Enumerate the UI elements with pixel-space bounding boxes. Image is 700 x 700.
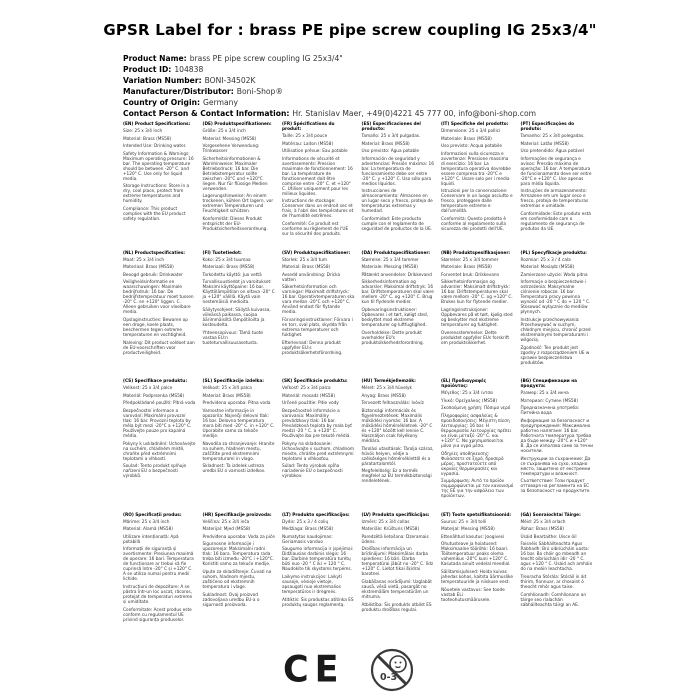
- lang-block-paragraph: Predviđena uporaba: Voda za piće: [202, 534, 275, 540]
- lang-block-paragraph: Paredzētā lietošana: Dzeramais ūdens.: [361, 534, 429, 545]
- info-value: BONI-34502K: [204, 76, 256, 85]
- lang-block-paragraph: Sicherheitsinformationen & Warnhinweise: Maximaler Betriebsdruck: 16 bar. Die Betriebstemperatur sollte zwischen -20°C und +120°C liegen. Nur für flüssige Medien verwenden.: [202, 156, 268, 192]
- lang-block-fr: [282, 122, 355, 240]
- lang-block-paragraph: Size: 25 x 3/4 inch: [123, 129, 163, 134]
- lang-block-paragraph: Tarkoitettu käyttö: Juo vettä: [202, 272, 262, 278]
- lang-block-paragraph: Pokyny na skladovanie: Uchovávajte v suchom, chladnom mieste, chráňte pred extrémnymi teplotami a vlhkosťou.: [282, 441, 354, 462]
- lang-block-title: (RO) Specificații produs:: [123, 512, 182, 518]
- lang-block-paragraph: Instrucciones de almacenamiento: Almacene en un lugar seco y fresco, proteja de temperaturas extremas y humedad.: [361, 189, 433, 215]
- lang-block-paragraph: Säilytysohjeet: Säilytä kuivassa, viileässä paikassa, suojaa äärimmäisiltä lämpötiloilta ja kosteudelta.: [202, 307, 271, 328]
- lang-block-title: (CS) Specifikace produktu:: [123, 379, 188, 385]
- lang-block-paragraph: Veličina: 25 x 3/4 inča: [202, 519, 250, 525]
- info-value: Boni-Shop®: [236, 87, 283, 96]
- lang-block-bg: [521, 379, 594, 502]
- lang-block-title: (IT) Specifiche del prodotto:: [441, 122, 509, 127]
- lang-block-sl: [203, 379, 276, 502]
- info-label: Contact Person & Contact Information:: [123, 109, 290, 118]
- lang-block-paragraph: Uso previsto: Agua potable: [361, 149, 420, 155]
- lang-block-paragraph: Zamierzone użycie: Woda pitna: [520, 272, 588, 278]
- lang-block-paragraph: Sikkerhetsinformasjon og advarsler: Maksimalt driftstrykk: 16 bar. Driftstemperaturen skal være mellom -20° C. og +120° C. Brukes kun for flytende medier.: [441, 280, 513, 306]
- lang-block-paragraph: Glabāšanas norādījumi: Uzglabāt sausā, vēsā vietā, pasargāt no ekstremālām temperatūrām un mitruma.: [361, 580, 432, 601]
- lang-block-paragraph: Atitiktis: Šis produktas atitinka ES produktų saugos reglamentą.: [282, 597, 354, 608]
- lang-block-paragraph: Størrelse: 25 x 3/4 tommer: [441, 257, 499, 263]
- lang-block-paragraph: Laikymo instrukcijos: Laikyti sausoje, vėsioje vietoje, apsaugoti nuo ekstremalios temperatūros ir drėgmės.: [282, 575, 342, 596]
- lang-block-ga: [521, 513, 594, 626]
- lang-block-paragraph: Atbilstība: Šis produkts atbilst ES produktu drošības regulai.: [361, 602, 432, 613]
- lang-block-title: (GA) Sonraíochtaí Táirge:: [520, 512, 581, 518]
- lang-block-paragraph: Upute za skladištenje: Čuvati na suhom, hladnom mjestu, zaštićeno od ekstremnih temperatura i vlage.: [202, 570, 272, 591]
- lang-block-paragraph: Sukladnost: Ovaj proizvod zadovoljava uredbu EU-a o sigurnosti proizvoda.: [202, 592, 260, 608]
- info-label: Product ID:: [123, 65, 172, 74]
- lang-block-paragraph: Conformità: Questo prodotto è conforme al regolamento sulla sicurezza dei prodotti dell'UE.: [441, 216, 507, 232]
- lang-block-title: (DA) Produktspecifikationer:: [361, 250, 431, 256]
- lang-block-paragraph: Súlad: Tento výrobok spĺňa nariadenie EÚ o bezpečnosti výrobkov.: [282, 464, 343, 480]
- lang-block-title: (ET) Toote spetsifikatsioonid:: [441, 512, 512, 518]
- info-value: 104838: [174, 65, 204, 74]
- lang-block-es: [362, 122, 435, 240]
- lang-block-paragraph: Påtænkt anvendelse: Drikkevand: [361, 272, 432, 278]
- lang-block-title: (FI) Tuotetiedot:: [202, 250, 242, 256]
- lang-block-paragraph: Instructions de stockage: Conserver dans un endroit sec et frais, à l'abri des températures et de l'humidité extrêmes.: [282, 199, 354, 220]
- lang-block-paragraph: Bezpečnostné informácie a varovania: Maximálny prevádzkový tlak: 16 bar. Prevádzková teplota by mala byť medzi -20 ° C. a +120° C. Používajte iba pre tekuté médiá.: [282, 408, 352, 439]
- lang-block-paragraph: Predvidena uporaba: Pitna voda: [202, 401, 271, 407]
- lang-block-paragraph: Предназначена употреба: Питейна вода: [520, 406, 580, 417]
- lang-block-paragraph: Ohutusteave ja hoiatused: Maksimaalne töörõhk: 16 baari. Töötemperatuur peaks olema vahemikus -20°C kuni +120° C. Kasutada ainult vedelal meedial.: [441, 542, 511, 568]
- lang-block-title: (FR) Spécifications du produit:: [282, 122, 335, 132]
- lang-block-paragraph: Méret: 25 x 3/4 hüvelyk: [361, 386, 412, 392]
- lang-block-paragraph: Naleving: Dit product voldoet aan de EU-voorschriften voor productveiligheid.: [123, 340, 195, 356]
- lang-block-paragraph: Istruzioni per la conservazione: Conservare in un luogo asciutto e fresco, proteggere dalle temperature estreme e dall'umidità.: [441, 189, 513, 215]
- lang-block-paragraph: Rozmiar: 25 x 3 / 4 cala: [520, 257, 571, 263]
- lang-block-hu: [362, 379, 435, 502]
- lang-block-pl: [521, 251, 594, 369]
- conformity-marks: [283, 646, 415, 694]
- lang-block-paragraph: Saugumo informacija ir įspėjimai: Didžiausias darbinis slėgis: 16 bar. Darbinė temperatūra turėtų būti nuo -20 ° C iki + 120 ° C. Naudokite tik skystoms terpėms.: [282, 547, 354, 573]
- lang-block-paragraph: Conformidade: Este produto está em conformidade com o regulamento de segurança de produtos da UE.: [520, 211, 591, 232]
- lang-block-paragraph: Anyag: Brass (MS58): [361, 393, 406, 399]
- lang-block-paragraph: Sikkerhedsinformation og advarsler: Maksimal driftstryk: 16 bar. Driftstemperaturen skal være mellem -20° C. og +120° C. Brug kun til flydende medier.: [361, 280, 434, 306]
- lang-block-paragraph: Materiaal: Brass (MS58): [123, 265, 174, 271]
- lang-block-paragraph: Información de seguridad y advertencias: Presión máxima: 16 bar. La temperatura de funcionamiento debe ser entre -20° C. y +120° C. Uso sólo para medios líquidos.: [361, 156, 434, 187]
- lang-block-paragraph: Σκοπούμενη χρήση: Πόσιμο νερό: [441, 406, 511, 412]
- lang-block-paragraph: Tamaño: 25 x 3/4 pulgadas.: [361, 134, 421, 139]
- lang-block-nl: [123, 251, 196, 369]
- lang-block-paragraph: Størrelse: 25 x 3/4 tommer: [361, 257, 419, 263]
- lang-block-paragraph: Material: Brass (MS58): [361, 141, 410, 147]
- info-value: brass PE pipe screw coupling IG 25x3/4": [189, 54, 343, 63]
- lang-block-paragraph: Varnostne informacije in opozorila: Največji delovni tlak: 16 bar. Delovna temperatura mora biti med -20° C. in +120° C. Uporabite samo za tekoče medije.: [202, 408, 275, 439]
- lang-block-paragraph: Säkerhetsinformation och varningar: Maximalt driftstryck: 16 bar. Operativtemperaturen ska vara mellan -20°C och +120° C. Använd endast för flytande media.: [282, 285, 355, 316]
- lang-block-paragraph: Faisnéis Sábháilteachta Agus Rabhadh: Brú oibriúcháin uasta: 16 bar. Ba chóir go mbeadh an teocht oibriúcháin idir -20 ° C. agus +120 ° C. Úsáid ach amháin do na meáin leachtacha.: [520, 542, 593, 573]
- info-label: Variation Number:: [123, 76, 202, 85]
- lang-block-paragraph: Storlek: 25 x 3/4 tum: [282, 257, 328, 263]
- lang-block-paragraph: Zgodność: Ten produkt jest zgodny z rozporządzeniem UE w sprawie bezpieczeństwa produktów.: [520, 345, 590, 366]
- lang-block-paragraph: Συμμόρφωση: Αυτό το προϊόν συμμορφώνεται με τον κανονισμό της ΕΕ για την ασφάλεια των προϊόντων.: [441, 479, 514, 500]
- lang-block-title: (LT) Produkto specifikacijos:: [282, 512, 350, 518]
- lang-block-paragraph: Intended Use: Drinking water.: [123, 144, 187, 150]
- lang-block-paragraph: Tervezett felhasználás: Ivóvíz: [361, 401, 424, 407]
- lang-block-paragraph: Izmērs: 25 x 3/4 collas: [361, 519, 410, 525]
- lang-block-paragraph: Ettenähtud kasutus: Joogivesi: [441, 534, 505, 540]
- lang-block-title: (NL) Productspecificaties:: [123, 250, 185, 256]
- lang-block-paragraph: Ábhar: Brass (MS58): [520, 527, 564, 533]
- lang-block-nb: [441, 251, 514, 369]
- lang-block-fi: [203, 251, 276, 369]
- lang-block-paragraph: Material: Brass (MS58): [202, 393, 251, 399]
- lang-block-paragraph: Conformité: Ce produit est conforme au règlement de l'UE sur la sécurité des produits.: [282, 221, 349, 237]
- lang-block-paragraph: Megfelelőség: Ez a termék megfelel az EU termékbiztonsági rendeletének.: [361, 469, 432, 485]
- lang-block-title: (LV) Produkta specifikācijas:: [361, 512, 430, 518]
- lang-block-paragraph: Conformitate: Acest produs este conform cu regulamentul UE privind siguranța produselor.: [123, 607, 192, 623]
- lang-block-paragraph: Určené použitie: Pitie vody: [282, 401, 339, 407]
- lang-block-paragraph: Dimensione: 25 x 3/4 pollici: [441, 129, 501, 134]
- lang-block-paragraph: Veiligheidsinformatie en waarschuwingen: Maximale bedrijfsdruk: 16 bar. De bedrijfstemperatuur moet tussen -20° C. en +120° liggen. C. Alleen gebruiken voor vloeibare media.: [123, 280, 194, 316]
- lang-block-paragraph: Informacje o bezpieczeństwie i ostrzeżenia: Maksymalne ciśnienie robocze: 16 bar. Temperatura pracy powinna wynosić od -20 ° C do + 120 ° C. Stosować wyłącznie do mediów płynnych.: [520, 280, 591, 316]
- lang-block-paragraph: Avsedd användning: Dricka vatten: [282, 272, 341, 283]
- lang-block-et: [441, 513, 514, 626]
- lang-block-paragraph: Material: Brass (MS58): [123, 136, 172, 142]
- age-warning-text: 0-3: [379, 672, 397, 683]
- lang-block-paragraph: Informations de sécurité et avertissements: Pression maximale de fonctionnement: 16 bar. La température de fonctionnement doit être comprise entre -20° C. et +120° C. Utiliser uniquement pour les milieux liquides.: [282, 156, 353, 197]
- lang-block-paragraph: Materiāls: Krūšturis (MS58): [361, 527, 420, 533]
- lang-block-paragraph: Tárolási utasítások: Tárolja száraz, hűvös helyen, védje a szélsőséges hőmérséklettől és a páratartalomtól.: [361, 446, 434, 467]
- lang-block-paragraph: Drošības informācija un brīdinājumi: Maksimālais darba spiediens: 16 bāri. Darba temperatūrai jābūt no -20° C. līdz +120° C. Lietot tikai šķidrai barotnei.: [361, 547, 434, 578]
- lang-block-paragraph: Méid: 25 x 3/4 orlach: [520, 519, 566, 525]
- lang-block-paragraph: Bezpečnostní informace a varování: Maximální provozní tlak: 16 bar. Provozní teplota by měla být mezi -20°C a +120° C. Používejte pouze pro kapalná média.: [123, 408, 192, 439]
- lang-block-de: [203, 122, 276, 240]
- lang-block-paragraph: Sigurnosne informacije i upozorenja: Maksimalni radni tlak: 16 bara. Temperatura rada treba biti između -20°C i +120°C. Koristiti samo za tekuće medije.: [202, 542, 275, 568]
- lang-block-paragraph: Материал: Сутиен (MS58): [520, 398, 578, 404]
- lang-block-paragraph: Treoracha Stórála: Stóráil in áit thirim, fionnuar, ar chosaint ó theocht mhór agus taise.: [520, 575, 587, 591]
- lang-block-paragraph: Съответствие: Този продукт отговаря на регламента на ЕС за безопасност на продуктите.: [520, 479, 591, 495]
- lang-block-paragraph: Größe: 25 x 3/4 inch: [202, 129, 246, 134]
- lang-block-paragraph: Taille: 25 x 3/4 pouce: [282, 134, 328, 139]
- lang-block-paragraph: Förvaringsinstruktioner: Förvara i en torr, sval plats, skydda från extrema temperaturer och fuktighet.: [282, 317, 353, 338]
- lang-block-paragraph: Uso previsto: Acqua potabile: [441, 144, 502, 150]
- lang-block-paragraph: Инструкции за съхранение: Да се съхранява на сухо, хладно място, защитено от екстремни температури и влажност.: [520, 456, 591, 477]
- lang-block-en: [123, 122, 196, 240]
- lang-block-paragraph: Biztonsági információk és figyelmeztetések: Maximális működési nyomás: 16 bar. A működési hőmérsékletnek -20° C és +120° között kell lennie C. Használjon csak folyékony médiára.: [361, 408, 433, 444]
- lang-block-pt: [521, 122, 594, 240]
- info-value: Germany: [203, 98, 238, 107]
- lang-block-paragraph: Comhlíonadh: Comhlíonann an táirge seo rialachán sábháilteachta táirgí an AE.: [520, 592, 587, 608]
- lang-block-title: (PL) Specyfikacje produktu:: [520, 250, 587, 256]
- lang-block-paragraph: Navodila za shranjevanje: Hranite na suhem, hladnem mestu, zaščitite pred ekstremnimi temperaturami in vlago.: [202, 441, 275, 462]
- lang-block-paragraph: Informações de segurança e avisos: Pressão máxima de operação: 16 bar. A temperatura de funcionamento deve ser entre -20°C e +120° C. Use apenas para mídia líquida.: [520, 156, 592, 187]
- lang-block-paragraph: Instrucțiuni de depozitare: A se păstra într-un loc uscat, răcoros, protejat de temperaturi extreme și umiditate.: [123, 585, 193, 606]
- lang-block-paragraph: Velikost: 25 x 3/4 palce: [123, 386, 173, 392]
- lang-block-title: (DE) Produktspezifikationen:: [202, 122, 272, 127]
- product-info-row: [123, 64, 536, 75]
- lang-block-title: (ES) Especificaciones del producto:: [361, 122, 421, 132]
- lang-block-paragraph: Úsáid Beartaithe: Uisce óil: [520, 534, 577, 540]
- lang-block-paragraph: Medžiaga: Brass (MS58): [282, 527, 334, 533]
- page-title: GPSR Label for : brass PE pipe screw coupling IG 25x3/4": [103, 21, 597, 39]
- lang-block-el: [441, 379, 514, 502]
- lang-block-paragraph: Utilisation prévue: Eau potable: [282, 149, 348, 155]
- lang-block-paragraph: Uso pretendido: Água potável: [520, 149, 584, 155]
- lang-block-paragraph: Informazioni sulla sicurezza e avvertenze: Pressione massima di esercizio: 16 bar. La temperatura operativa dovrebbe essere compresa tra -20°C e +120° C. Usare solo per i media liquidi.: [441, 151, 511, 187]
- lang-block-lt: [282, 513, 355, 626]
- info-label: Country of Origin:: [123, 98, 201, 107]
- lang-block-paragraph: Materiał: Mosiądz (MS58): [520, 265, 575, 271]
- lang-block-paragraph: Informații de siguranță și avertismente: Presiunea maximă de operare: 16 bari. Temperatura de funcționare ar trebui să fie cuprinsă între -20° C și +120° C. A se utiliza numai pentru medii lichide.: [123, 547, 194, 583]
- lang-block-paragraph: Velikost: 25 x 3/4 palca: [202, 386, 252, 392]
- lang-block-paragraph: Säilitamisjuhised: Hoida kuivas jahedas kohas, kaitsta äärmuslike temperatuuride ja niiskuse eest.: [441, 570, 513, 586]
- lang-block-title: (BG) Спецификации на продукта:: [520, 379, 577, 390]
- lang-block-title: (SL) Specifikacije izdelka:: [202, 379, 264, 385]
- lang-block-paragraph: Efterlevnad: Denna produkt uppfyller EU:s produktsäkerhetsförordning.: [282, 340, 343, 356]
- lang-block-paragraph: Veľkosť: 25 x 3/4 palca: [282, 386, 331, 392]
- lang-block-paragraph: Materiale: Messing (MS58): [361, 265, 418, 271]
- lang-block-title: (HR) Specifikacije proizvoda:: [202, 512, 272, 518]
- product-info: [123, 53, 536, 119]
- lang-block-paragraph: Soulad: Tento produkt splňuje nařízení EU o bezpečnosti výrobků.: [123, 464, 187, 480]
- lang-block-paragraph: Materijal: Mjed (MS58): [202, 527, 251, 533]
- lang-block-paragraph: Material: Latão (MS58): [520, 141, 569, 147]
- lang-block-paragraph: Beoogd gebruik: Drinkwater: [123, 272, 183, 278]
- lang-block-paragraph: Matériau: Laiton (MS58): [282, 141, 334, 147]
- lang-block-paragraph: Material: Alamă (MS58): [123, 527, 173, 533]
- lang-block-da: [362, 251, 435, 369]
- lang-block-sv: [282, 251, 355, 369]
- product-info-row: [123, 108, 536, 119]
- lang-block-paragraph: Lagerungshinweise: An einem trockenen, kühlen Ort lagern, vor extremen Temperaturen und Feuchtigkeit schützen.: [202, 194, 274, 215]
- lang-block-paragraph: Předpokládané použití: Pitná voda: [123, 401, 196, 407]
- lang-block-sk: [282, 379, 355, 502]
- lang-block-paragraph: Conformidad: Este producto cumple con el reglamento de seguridad de productos de la UE.: [361, 216, 433, 232]
- lang-block-paragraph: Maat: 25 x 3/4 inch: [123, 257, 165, 263]
- info-label: Product Name:: [123, 54, 187, 63]
- lang-block-paragraph: Numatytas naudojimas: Geriamasis vanduo: [282, 534, 333, 545]
- lang-block-paragraph: Vorgesehene Verwendung: Trinkwasser: [202, 144, 260, 155]
- lang-block-ro: [123, 513, 196, 626]
- lang-block-paragraph: Nõuetele vastavus: See toode vastab ELi tooteohutusmäärusele.: [441, 587, 505, 603]
- lang-block-paragraph: Materiale: Brass (MS58): [441, 265, 492, 271]
- lang-block-paragraph: Πληροφορίες ασφαλείας & προειδοποιήσεις: Μέγιστη πίεση λειτουργίας: 16 bar. Η θερμοκρασία λειτουργίας πρέπει να είναι μεταξύ -20° C. και +120° C. Να χρησιμοποιείται μόνο για υγρά μέσα.: [441, 413, 512, 449]
- info-value: Hr. Stanislav Maer, +49(0)4221 45 777 00, info@boni-shop.com: [292, 109, 537, 118]
- lang-block-paragraph: Material: Messing (MS58): [202, 136, 257, 142]
- lang-block-paragraph: Instruções de armazenamento: Armazene em um lugar seco e fresco, proteja de temperaturas extremas e umidade.: [520, 189, 589, 210]
- lang-block-title: (PT) Especificações do produto:: [520, 122, 575, 132]
- lang-block-paragraph: Mărime: 25 x 3/4 inch: [123, 519, 170, 525]
- lang-block-paragraph: Yhteensopivuus: Tämä tuote vastaa EU:n tuoteturvallisuusasetusta.: [202, 330, 264, 346]
- lang-block-paragraph: Materiál: mosadz (MS58): [282, 393, 335, 399]
- lang-block-paragraph: Compliance: This product complies with the EU product safety regulation.: [123, 206, 186, 222]
- lang-block-paragraph: Overensstemmelse: Dette produktet oppfyller EUs forskrift om produktsikkerhet.: [441, 330, 510, 346]
- age-warning-0-3-icon: [369, 647, 415, 693]
- lang-block-cs: [123, 379, 196, 502]
- lang-block-paragraph: Pokyny k uskladnění: Uchovávejte na suchém, chladném místě, chraňte před extrémními teplotami a vlhkostí.: [123, 441, 196, 462]
- lang-block-paragraph: Lagringsinstruksjoner: Oppbevares på et tørt, kjølig sted og beskytter mot ekstreme temperaturer og fuktighet.: [441, 307, 513, 328]
- lang-block-paragraph: Overholdelse: Dette produkt overholder EU's produktsikkerhedsforordning.: [361, 330, 424, 346]
- lang-block-paragraph: Utilizare intenționată: Apă potabilă: [123, 534, 179, 545]
- lang-block-paragraph: Instrukcje przechowywania: Przechowywać w suchym, chłodnym miejscu, chronić przed ekstremalnymi temperaturami i wilgocią.: [520, 317, 591, 343]
- product-info-row: [123, 86, 536, 97]
- product-info-row: [123, 97, 536, 108]
- lang-block-paragraph: Opbevaringsinstruktioner: Opbevares i et tørt, køligt sted, beskyttet mod ekstreme temperaturer og luftfugtighed.: [361, 307, 429, 328]
- lang-block-title: (EN) Product Specifications:: [123, 122, 191, 127]
- lang-block-paragraph: Safety Information & Warnings: Maximum operating pressure: 16 bar. The operating temperature should be between -20° C. and +120° C. Use only for liquid media.: [123, 151, 194, 182]
- lang-block-paragraph: Konformität: Dieses Produkt entspricht der EU-Produktsicherheitsverordnung.: [202, 216, 268, 232]
- ce-mark-icon: CE: [283, 648, 345, 691]
- lang-block-paragraph: Koko: 25 x 3/4 tuumaa: [202, 257, 251, 263]
- lang-block-title: (SK) Špecifikácie produktu:: [282, 379, 348, 385]
- lang-block-paragraph: Materiál: Podprsenka (MS58): [123, 393, 185, 399]
- lang-block-paragraph: Materiale: Brass (MS58): [441, 136, 492, 142]
- info-label: Manufacturer/Distributor:: [123, 87, 234, 96]
- language-grid: [123, 122, 593, 625]
- product-info-row: [123, 75, 536, 86]
- lang-block-title: (EL) Προδιαγραφές προϊόντος:: [441, 379, 487, 390]
- lang-block-paragraph: Информация за безопасност и предупреждения: Максимално работно налягане: 16 bar. Работната температура трябва да бъде между -20°C и +120° В. Да се използва само за течни носители.: [520, 418, 593, 454]
- lang-block-paragraph: Forventet bruk: Drikkevann: [441, 272, 500, 278]
- lang-block-paragraph: Storage Instructions: Store in a dry, cool place, protect from extreme temperatures and humidity.: [123, 184, 190, 205]
- lang-block-lv: [362, 513, 435, 626]
- lang-block-paragraph: Suurus: 25 × 3/4 tolli: [441, 519, 487, 525]
- lang-block-it: [441, 122, 514, 240]
- lang-block-paragraph: Opslaginstructies: Bewaren op een droge, koele plaats, beschermen tegen extreme temperaturen en vochtigheid.: [123, 317, 188, 338]
- lang-block-paragraph: Οδηγίες αποθήκευσης: Φυλάσσετε σε ξηρό, δροσερό μέρος, προστατεύετε από ακραίες θερμοκρασίες και υγρασία.: [441, 451, 504, 477]
- lang-block-paragraph: Skladnost: Ta izdelek ustreza uredbi EU o varnosti izdelkov.: [202, 464, 266, 475]
- lang-block-paragraph: Materiaali: Brass (MS58): [202, 265, 255, 271]
- lang-block-paragraph: Размер: 25 x 3/4 инча: [520, 391, 569, 397]
- lang-block-title: (SV) Produktspecifikationer:: [282, 250, 351, 256]
- lang-block-paragraph: Tamanho: 25 x 3/4 polegadas.: [520, 134, 585, 139]
- lang-block-hr: [203, 513, 276, 626]
- lang-block-paragraph: Υλικό: Ορείχαλκος (MS58): [441, 398, 498, 404]
- product-info-row: [123, 53, 536, 64]
- lang-block-paragraph: Material: Brass (MS58): [282, 265, 331, 271]
- lang-block-paragraph: Turvallisuustiedot ja varoitukset: Maksimi käyttöpaine: 16 bar. Käyttölämpötilan on oltava -20° C ja +120° välillä. Käytä vain nestemäisiä medioita.: [202, 280, 275, 306]
- lang-block-paragraph: Dydis: 25 x 3 / 4 colių: [282, 519, 329, 525]
- lang-block-title: (NB) Produktspesifikasjoner:: [441, 250, 511, 256]
- lang-block-paragraph: Materjal: Messing (MS58): [441, 527, 495, 533]
- lang-block-paragraph: Μέγεθος: 25 x 3/4 ίντσα: [441, 391, 493, 397]
- lang-block-title: (HU) Termékjellemzők:: [361, 379, 416, 385]
